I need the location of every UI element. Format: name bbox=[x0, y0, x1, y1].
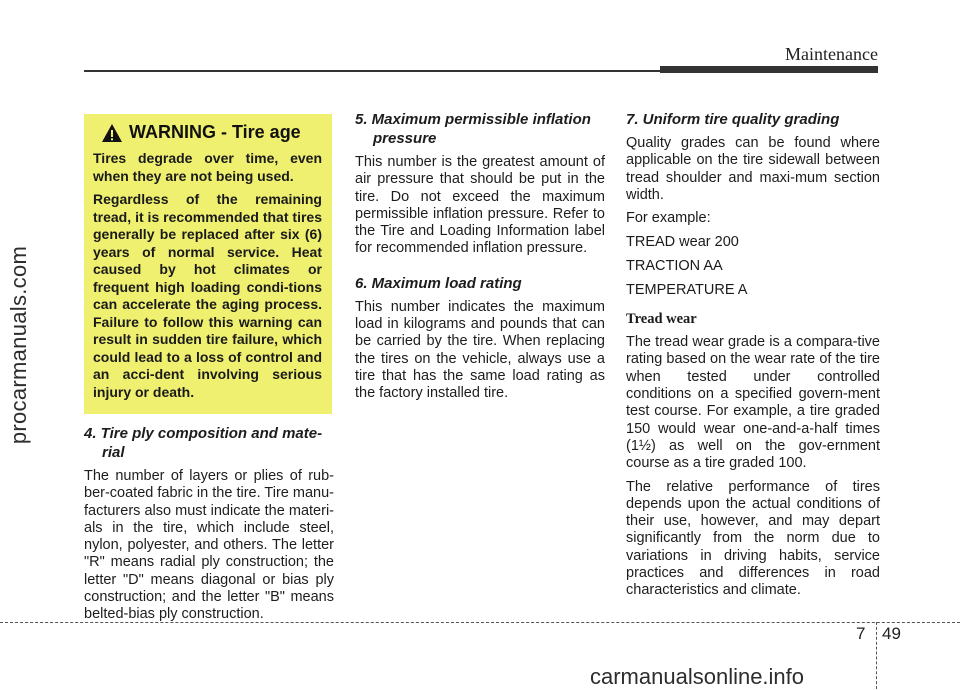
footer-watermark: carmanualsonline.info bbox=[590, 664, 805, 689]
section-5-heading-line2: pressure bbox=[373, 130, 437, 147]
tread-wear-paragraph-2: The relative performance of tires depends upon the actual conditions of their use, however, and may depart significantly from the norm due to variations in driving habits, service practices and differences in road characteristics and climate. bbox=[626, 478, 880, 599]
example-label: For example: bbox=[626, 210, 711, 227]
section-4-body: The number of layers or plies of rub-ber-coated fabric in the tire. Tire manu-facturers also must indicate the materi-als in the tire, which include steel, nylon, polyester, and others. The letter "R" means radial ply construction; the letter "D" means diagonal or bias ply construction; and the letter "B" means belted-bias ply construction. bbox=[84, 468, 334, 623]
warning-box bbox=[84, 114, 332, 414]
section-7-body: Quality grades can be found where applicable on the tire sidewall between tread shoulder and maxi-mum section width. bbox=[626, 135, 880, 203]
column-2 bbox=[355, 110, 605, 409]
example-tread: TREAD wear 200 bbox=[626, 234, 739, 251]
section-4-heading-line1: 4. Tire ply composition and mate- bbox=[84, 425, 323, 442]
header-rule-thick bbox=[660, 66, 878, 73]
footer-divider bbox=[876, 622, 877, 689]
warning-paragraph: Regardless of the remaining tread, it is recommended that tires generally be replaced after six (6) years of normal service. Heat caused by hot climates or frequent high loading condi-tions can accelerate the aging process. Failure to follow this warning can result in sudden tire failure, which could lead to a loss of control and an acci-dent involving serious injury or death. bbox=[93, 191, 322, 400]
section-title: Maintenance bbox=[785, 44, 878, 64]
section-5-heading-line1: 5. Maximum permissible inflation bbox=[355, 111, 591, 128]
column-1 bbox=[84, 424, 334, 630]
warning-paragraph: Tires degrade over time, even when they are not being used. bbox=[93, 150, 322, 184]
header-rule-thin bbox=[84, 70, 744, 72]
page-number: 49 bbox=[882, 624, 901, 643]
footer-rule bbox=[0, 622, 960, 623]
side-watermark-text: procarmanuals.com bbox=[6, 245, 31, 444]
section-4-heading bbox=[84, 424, 334, 462]
section-5-body: This number is the greatest amount of air pressure that should be put in the tire. Do not exceed the maximum permissible inflation pressure. Refer to the Tire and Loading Information label for recommended inflation pressure. bbox=[355, 154, 605, 257]
tread-wear-paragraph-1: The tread wear grade is a compara-tive rating based on the wear rate of the tire when tested under controlled conditions on a specified govern-ment test course. For example, a tire graded 150 would wear one-and-a-half times (1½) as well on the gov-ernment course as a tire graded 100. bbox=[626, 334, 880, 472]
warning-title: WARNING - Tire age bbox=[129, 122, 301, 142]
section-6-body: This number indicates the maximum load in kilograms and pounds that can be carried by the tire. When replacing the tires on the vehicle, always use a tire that has the same load rating as the factory installed tire. bbox=[355, 298, 605, 402]
chapter-number: 7 bbox=[856, 624, 866, 643]
section-7-heading: 7. Uniform tire quality grading bbox=[626, 111, 840, 128]
section-5-heading bbox=[355, 110, 605, 148]
warning-triangle-icon bbox=[101, 123, 123, 143]
section-4-heading-line2: rial bbox=[102, 444, 125, 461]
section-6-heading: 6. Maximum load rating bbox=[355, 274, 522, 292]
side-watermark bbox=[2, 0, 36, 689]
warning-header bbox=[101, 122, 322, 143]
example-temperature: TEMPERATURE A bbox=[626, 282, 748, 299]
column-3 bbox=[626, 110, 880, 606]
example-traction: TRACTION AA bbox=[626, 258, 723, 275]
tread-wear-heading: Tread wear bbox=[626, 311, 697, 328]
